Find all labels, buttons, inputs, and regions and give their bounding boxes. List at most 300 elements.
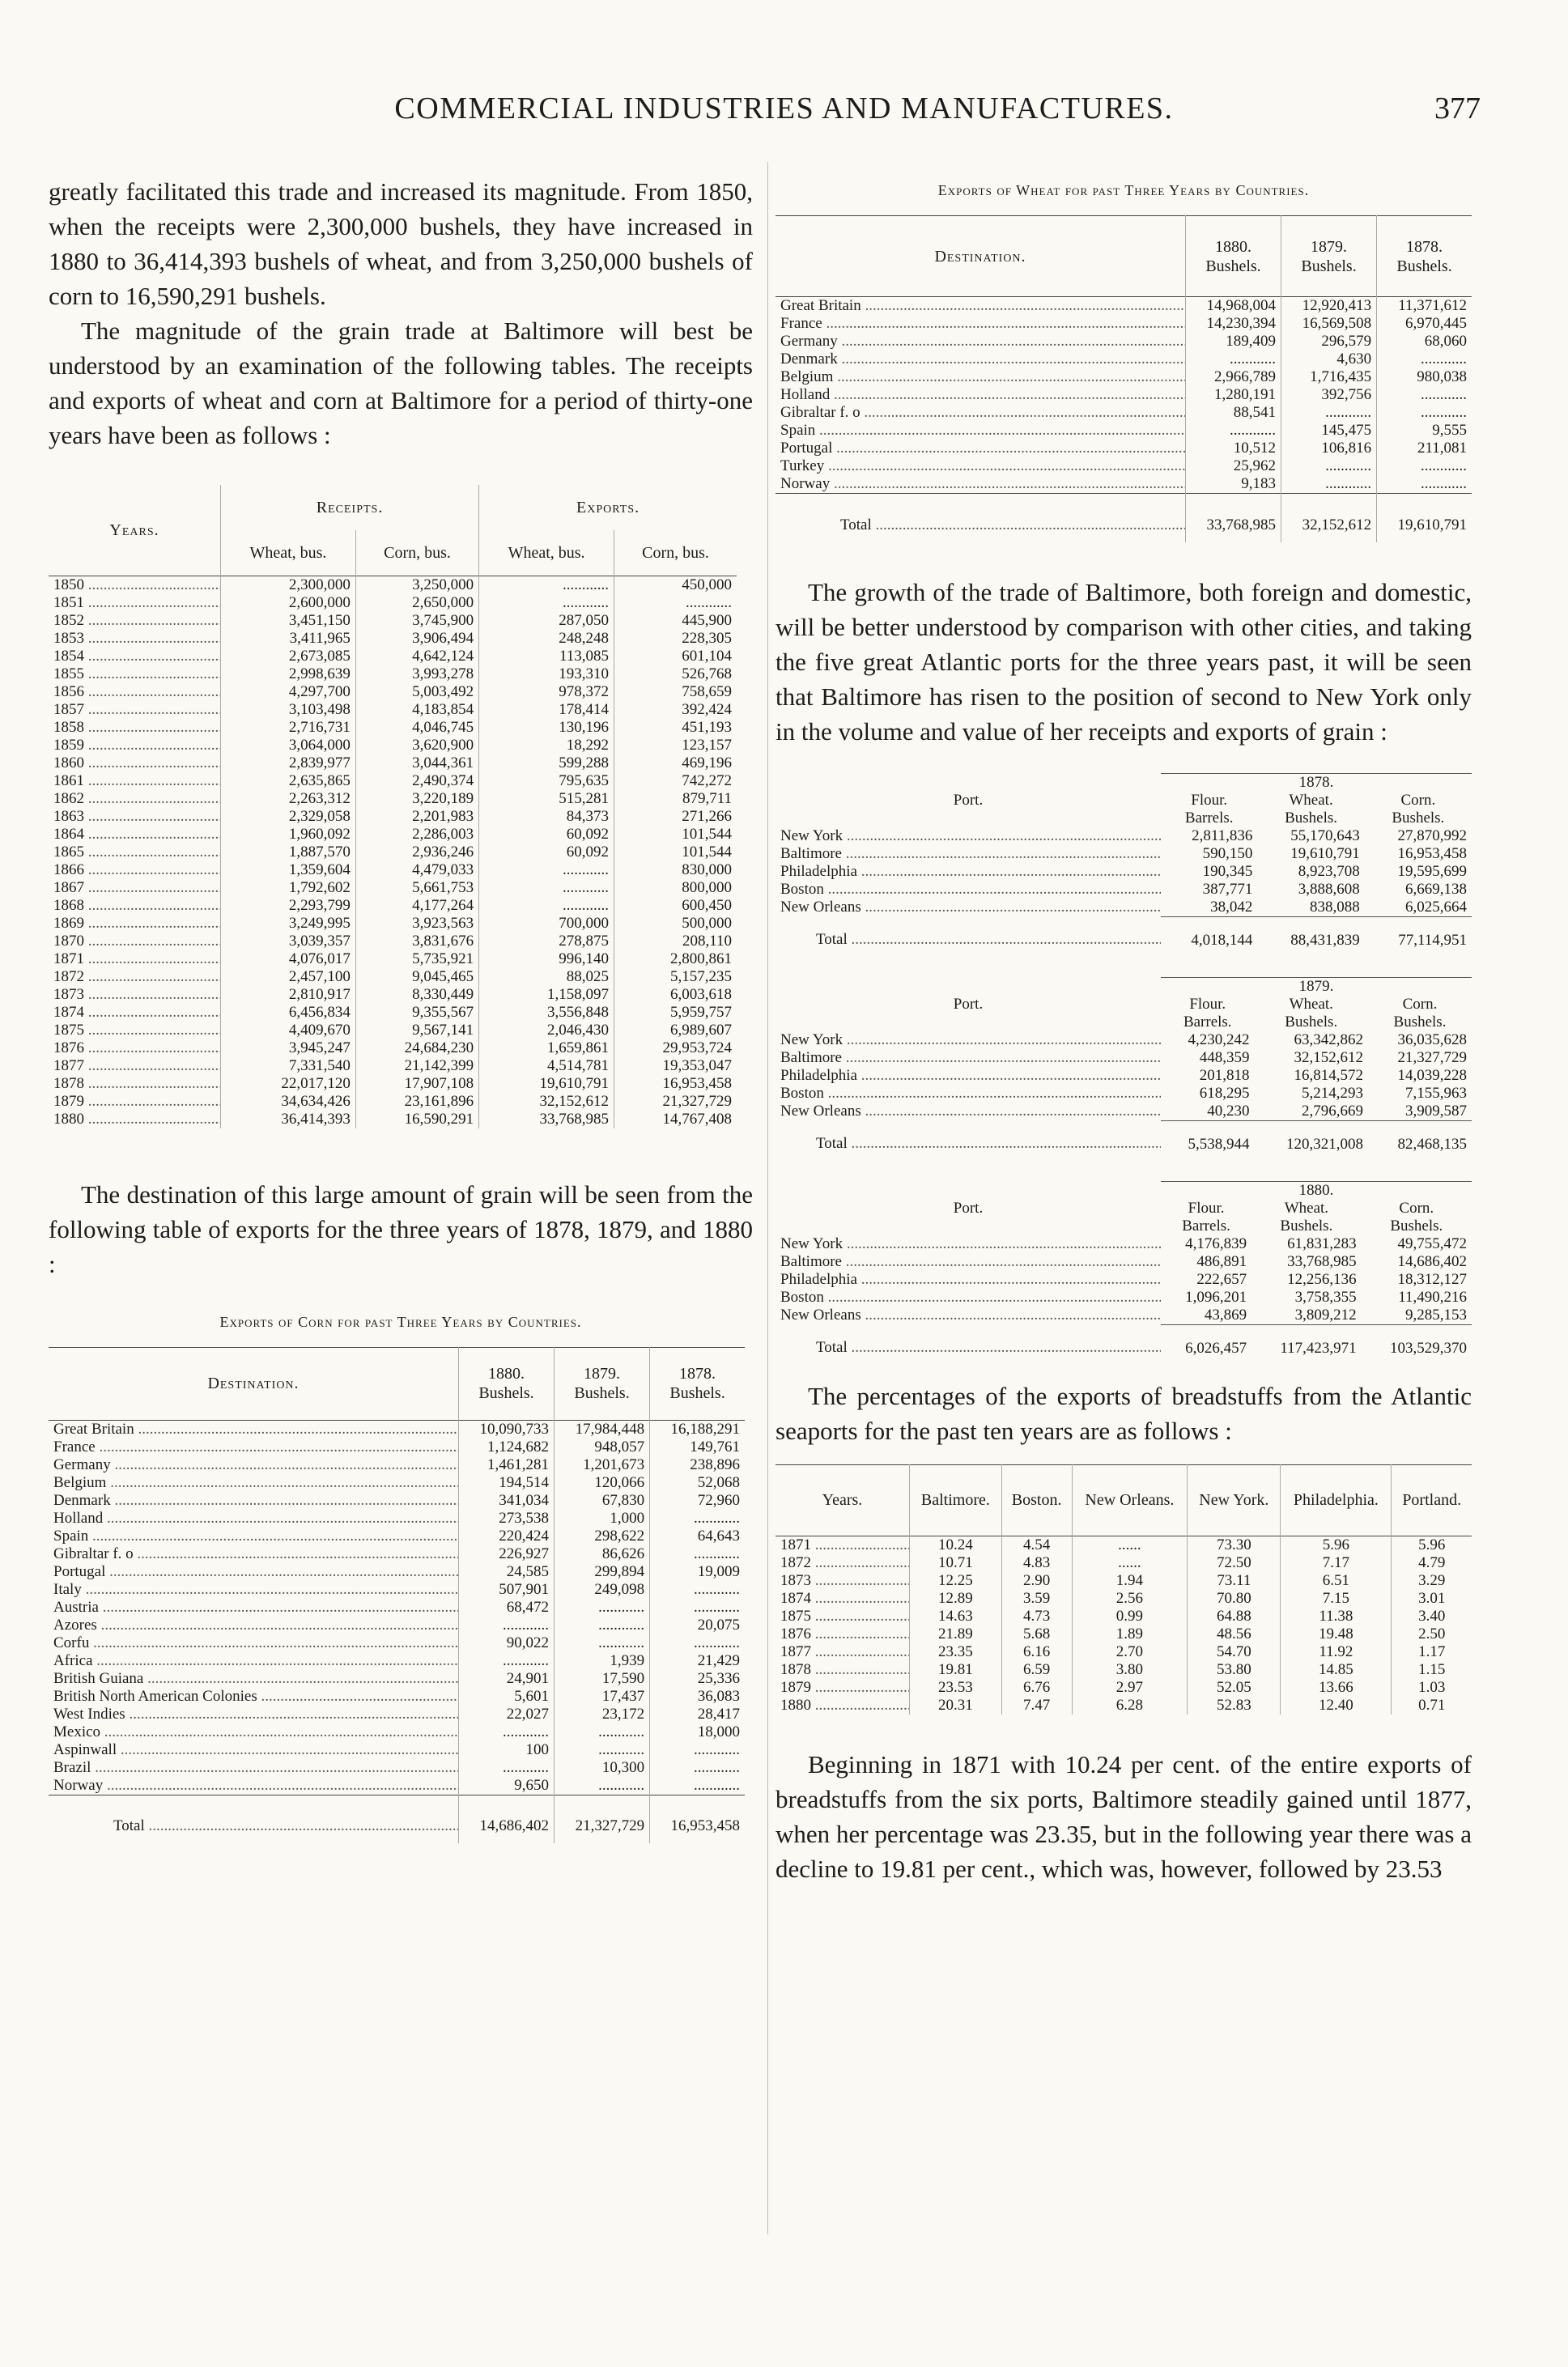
value-cell: 599,288 — [479, 754, 614, 772]
total-label: Total ..... — [49, 1795, 459, 1843]
port-cell: Philadelphia ..... — [776, 1067, 1161, 1085]
total-value: 103,529,370 — [1362, 1324, 1472, 1358]
value-cell: 3,064,000 — [221, 737, 356, 754]
value-cell: 4,630 — [1281, 351, 1377, 368]
table-row — [49, 844, 737, 861]
corn-header-1880: 1880. Bushels. — [459, 1347, 555, 1420]
header-receipts-corn: Corn, bus. — [355, 530, 478, 576]
value-cell: 2,329,058 — [221, 808, 356, 826]
table-row — [49, 1022, 737, 1039]
pct-cell: 19.81 — [909, 1661, 1001, 1679]
destination-cell: Belgium ..... — [776, 368, 1186, 386]
table-row — [49, 986, 737, 1004]
pct-cell: 3.01 — [1392, 1590, 1472, 1608]
value-cell: 838,088 — [1309, 898, 1360, 916]
value-cell: 2,300,000 — [221, 576, 356, 594]
pct-header: Philadelphia. — [1281, 1464, 1392, 1536]
destination-cell: France ..... — [49, 1438, 459, 1456]
port-cell: Boston ..... — [776, 1085, 1161, 1103]
value-cell: 3,909,587 — [1405, 1102, 1467, 1120]
year-cell: 1874 ..... — [776, 1590, 909, 1608]
page-number: 377 — [1434, 91, 1481, 125]
pct-cell: 6.16 — [1001, 1643, 1072, 1661]
pct-cell: 0.99 — [1072, 1608, 1188, 1625]
value-cell: 758,659 — [614, 683, 737, 701]
year-label: 1878. — [1161, 773, 1472, 792]
port-cell: New York ..... — [776, 1235, 1161, 1253]
table-row — [776, 1103, 1472, 1121]
value-cell: 10,090,733 — [459, 1420, 555, 1438]
value-cell: ............ — [650, 1545, 745, 1563]
year-cell: 1858 ..... — [49, 719, 221, 737]
value-cell: 178,414 — [479, 701, 614, 719]
table-row — [49, 1039, 737, 1057]
total-value: 120,321,008 — [1255, 1120, 1368, 1154]
table-row — [776, 457, 1472, 475]
pct-cell: 1.15 — [1392, 1661, 1472, 1679]
column-header: Wheat. — [1289, 995, 1333, 1013]
value-cell: 6,025,664 — [1405, 898, 1467, 916]
table-row — [776, 297, 1472, 316]
table-row — [776, 1031, 1472, 1049]
destination-cell: Spain ..... — [49, 1528, 459, 1545]
table-row — [776, 1590, 1472, 1608]
destination-cell: Aspinwall ..... — [49, 1741, 459, 1759]
value-cell: 2,201,983 — [355, 808, 478, 826]
table-row — [49, 1474, 745, 1492]
table-row — [49, 1492, 745, 1510]
corn-table-caption: Exports of Corn for past Three Years by Countries. — [219, 1313, 582, 1330]
pct-cell: 4.83 — [1001, 1554, 1072, 1572]
unit-header: Barrels. — [1182, 1217, 1230, 1234]
destination-cell: Great Britain ..... — [49, 1420, 459, 1438]
pct-cell: 54.70 — [1188, 1643, 1281, 1661]
column-header: Corn. — [1402, 995, 1438, 1013]
destination-cell: Spain ..... — [776, 422, 1186, 440]
table-row — [49, 612, 737, 630]
destination-cell: Austria ..... — [49, 1599, 459, 1617]
value-cell: 208,110 — [614, 933, 737, 950]
pct-cell: 3.80 — [1072, 1661, 1188, 1679]
total-label: Total ..... — [776, 916, 1161, 950]
value-cell: 2,966,789 — [1186, 368, 1281, 386]
pct-cell: ...... — [1072, 1554, 1188, 1572]
port-cell: New Orleans ..... — [776, 899, 1161, 917]
pct-cell: 5.68 — [1001, 1625, 1072, 1643]
value-cell: 190,345 — [1202, 862, 1253, 880]
column-header: Wheat. — [1284, 1199, 1329, 1217]
value-cell: 1,280,191 — [1186, 386, 1281, 404]
table-row — [776, 422, 1472, 440]
table-row — [49, 737, 737, 754]
year-cell: 1880 ..... — [49, 1111, 221, 1128]
year-cell: 1851 ..... — [49, 594, 221, 612]
pct-cell: 11.38 — [1281, 1608, 1392, 1625]
wheat-header-destination: Destination. — [934, 247, 1026, 266]
value-cell: 1,201,673 — [555, 1456, 650, 1474]
blank-cell — [776, 1181, 1161, 1200]
total-value: 5,538,944 — [1161, 1120, 1255, 1154]
table-row — [49, 1545, 745, 1563]
pct-cell: 4.54 — [1001, 1536, 1072, 1554]
value-cell: 24,901 — [459, 1670, 555, 1688]
corn-header-1878: 1878. Bushels. — [650, 1347, 745, 1420]
value-cell: 3,993,278 — [355, 665, 478, 683]
value-cell: 228,305 — [614, 630, 737, 648]
value-cell: 249,098 — [555, 1581, 650, 1599]
value-cell: ............ — [479, 861, 614, 879]
total-value: 77,114,951 — [1365, 916, 1472, 950]
pct-cell: 3.59 — [1001, 1590, 1072, 1608]
value-cell: 2,839,977 — [221, 754, 356, 772]
value-cell: 248,248 — [479, 630, 614, 648]
table-row — [49, 665, 737, 683]
year-cell: 1875 ..... — [49, 1022, 221, 1039]
value-cell: ............ — [459, 1723, 555, 1741]
value-cell: 19,009 — [650, 1563, 745, 1581]
value-cell: 879,711 — [614, 790, 737, 808]
pct-cell: 23.53 — [909, 1679, 1001, 1697]
value-cell: 2,673,085 — [221, 648, 356, 665]
table-row — [776, 351, 1472, 368]
total-label: Total ..... — [776, 494, 1186, 542]
destination-cell: British North American Colonies ..... — [49, 1688, 459, 1706]
year-cell: 1877 ..... — [49, 1057, 221, 1075]
value-cell: 12,920,413 — [1281, 297, 1377, 316]
pct-cell: 20.31 — [909, 1697, 1001, 1715]
value-cell: 130,196 — [479, 719, 614, 737]
table-row — [776, 475, 1472, 494]
value-cell: 1,792,602 — [221, 879, 356, 897]
value-cell: 22,017,120 — [221, 1075, 356, 1093]
paragraph-4: The growth of the trade of Baltimore, both foreign and domestic, will be better understood by comparison with other cities, and taking the five great Atlantic ports for the three years past, it will be seen that Baltimore has risen to the position of second to New York only in the volume and value of her receipts and exports of grain : — [776, 577, 1472, 746]
value-cell: 830,000 — [614, 861, 737, 879]
value-cell: 3,451,150 — [221, 612, 356, 630]
year-cell: 1871 ..... — [49, 950, 221, 968]
table-row — [49, 933, 737, 950]
value-cell: 1,960,092 — [221, 826, 356, 844]
value-cell: ............ — [1281, 404, 1377, 422]
value-cell: 11,490,216 — [1398, 1288, 1467, 1306]
table-row — [49, 1652, 745, 1670]
pct-cell: 6.59 — [1001, 1661, 1072, 1679]
value-cell: ............ — [650, 1510, 745, 1528]
value-cell: ............ — [1377, 404, 1472, 422]
value-cell: ............ — [555, 1599, 650, 1617]
value-cell: 24,585 — [459, 1563, 555, 1581]
year-cell: 1872 ..... — [776, 1554, 909, 1572]
unit-header: Bushels. — [1280, 1217, 1333, 1234]
pct-header: Years. — [822, 1491, 863, 1509]
value-cell: ............ — [555, 1617, 650, 1634]
value-cell: 72,960 — [650, 1492, 745, 1510]
pct-cell: 1.94 — [1072, 1572, 1188, 1590]
value-cell: 287,050 — [479, 612, 614, 630]
value-cell: 106,816 — [1281, 440, 1377, 457]
value-cell: 8,330,449 — [355, 986, 478, 1004]
value-cell: 2,998,639 — [221, 665, 356, 683]
value-cell: 63,342,862 — [1294, 1031, 1363, 1048]
value-cell: 36,414,393 — [221, 1111, 356, 1128]
running-header — [0, 91, 1568, 139]
pct-header: New Orleans. — [1072, 1464, 1188, 1536]
table-row — [776, 1572, 1472, 1590]
value-cell: 14,686,402 — [1397, 1252, 1467, 1270]
total-row — [776, 1120, 1472, 1154]
pct-cell: 53.80 — [1188, 1661, 1281, 1679]
ports-table-1880 — [776, 1181, 1472, 1358]
table-row — [776, 404, 1472, 422]
value-cell: ............ — [479, 576, 614, 594]
value-cell: ............ — [1377, 475, 1472, 494]
corn-exports-table — [49, 1347, 745, 1844]
value-cell: 4,297,700 — [221, 683, 356, 701]
value-cell: 34,634,426 — [221, 1093, 356, 1111]
value-cell: 4,183,854 — [355, 701, 478, 719]
value-cell: ............ — [459, 1759, 555, 1777]
pct-cell: 3.29 — [1392, 1572, 1472, 1590]
value-cell: 16,569,508 — [1281, 315, 1377, 333]
header-row — [776, 1200, 1472, 1217]
pct-cell: 2.56 — [1072, 1590, 1188, 1608]
header-row — [776, 996, 1472, 1014]
table-row — [776, 386, 1472, 404]
year-cell: 1873 ..... — [49, 986, 221, 1004]
value-cell: 20,075 — [650, 1617, 745, 1634]
corn-header-1879: 1879. Bushels. — [555, 1347, 650, 1420]
destination-cell: Holland ..... — [776, 386, 1186, 404]
table-row — [49, 1777, 745, 1795]
value-cell: 3,745,900 — [355, 612, 478, 630]
table-row — [49, 790, 737, 808]
year-cell: 1870 ..... — [49, 933, 221, 950]
value-cell: 3,039,357 — [221, 933, 356, 950]
value-cell: 8,923,708 — [1298, 862, 1360, 880]
value-cell: 222,657 — [1196, 1270, 1247, 1288]
value-cell: 515,281 — [479, 790, 614, 808]
pct-cell: 2.70 — [1072, 1643, 1188, 1661]
total-row — [49, 1795, 745, 1843]
destination-cell: British Guiana ..... — [49, 1670, 459, 1688]
value-cell: 33,768,985 — [479, 1111, 614, 1128]
value-cell: 145,475 — [1281, 422, 1377, 440]
table-row — [49, 1723, 745, 1741]
year-cell: 1879 ..... — [49, 1093, 221, 1111]
value-cell: ............ — [1186, 422, 1281, 440]
value-cell: 4,046,745 — [355, 719, 478, 737]
value-cell: 5,735,921 — [355, 950, 478, 968]
value-cell: 2,046,430 — [479, 1022, 614, 1039]
value-cell: 278,875 — [479, 933, 614, 950]
pct-cell: 1.89 — [1072, 1625, 1188, 1643]
corn-header-destination: Destination. — [207, 1375, 300, 1392]
total-value: 19,610,791 — [1377, 494, 1472, 542]
total-value: 6,026,457 — [1161, 1324, 1251, 1358]
pct-cell: 14.63 — [909, 1608, 1001, 1625]
value-cell: 17,437 — [555, 1688, 650, 1706]
paragraph-2: The magnitude of the grain trade at Baltimore will best be understood by an examination of the following tables. The receipts and exports of wheat and corn at Baltimore for a period of thirty-one years have been as follows : — [49, 317, 753, 449]
unit-header: Bushels. — [1285, 1013, 1338, 1031]
value-cell: 3,103,498 — [221, 701, 356, 719]
table-row — [49, 1438, 745, 1456]
value-cell: 21,327,729 — [1397, 1048, 1467, 1066]
value-cell: 2,800,861 — [614, 950, 737, 968]
value-cell: 3,831,676 — [355, 933, 478, 950]
value-cell: 3,758,355 — [1294, 1288, 1357, 1306]
column-header: Wheat. — [1289, 791, 1333, 809]
value-cell: 1,158,097 — [479, 986, 614, 1004]
port-cell: New York ..... — [776, 827, 1161, 845]
value-cell: 2,811,836 — [1192, 827, 1253, 844]
value-cell: 2,600,000 — [221, 594, 356, 612]
value-cell: 28,417 — [650, 1706, 745, 1723]
value-cell: 43,869 — [1204, 1306, 1247, 1324]
table-row — [49, 950, 737, 968]
value-cell: 600,450 — [614, 897, 737, 915]
header-exports-wheat: Wheat, bus. — [479, 530, 614, 576]
value-cell: ............ — [1186, 351, 1281, 368]
pct-header: Boston. — [1001, 1464, 1072, 1536]
total-value: 33,768,985 — [1186, 494, 1281, 542]
pct-cell: 2.50 — [1392, 1625, 1472, 1643]
table-row — [776, 1661, 1472, 1679]
value-cell: 2,810,917 — [221, 986, 356, 1004]
header-receipts: Receipts. — [221, 485, 479, 530]
total-row — [776, 916, 1472, 950]
pct-cell: 12.25 — [909, 1572, 1001, 1590]
value-cell: 3,888,608 — [1298, 880, 1360, 898]
table-row — [49, 772, 737, 790]
pct-cell: 7.15 — [1281, 1590, 1392, 1608]
value-cell: 2,293,799 — [221, 897, 356, 915]
value-cell: 392,756 — [1281, 386, 1377, 404]
value-cell: 21,429 — [650, 1652, 745, 1670]
value-cell: 742,272 — [614, 772, 737, 790]
value-cell: 2,796,669 — [1301, 1102, 1363, 1120]
destination-cell: Gibraltar f. o ..... — [776, 404, 1186, 422]
value-cell: 1,359,604 — [221, 861, 356, 879]
destination-cell: Italy ..... — [49, 1581, 459, 1599]
total-value: 117,423,971 — [1251, 1324, 1361, 1358]
value-cell: 52,068 — [650, 1474, 745, 1492]
year-cell: 1854 ..... — [49, 648, 221, 665]
value-cell: 590,150 — [1202, 844, 1253, 862]
pct-cell: 4.79 — [1392, 1554, 1472, 1572]
value-cell: 16,814,572 — [1294, 1066, 1363, 1084]
unit-header: Bushels. — [1390, 1217, 1443, 1234]
value-cell: ............ — [555, 1634, 650, 1652]
value-cell: 445,900 — [614, 612, 737, 630]
value-cell: 6,989,607 — [614, 1022, 737, 1039]
ports-table-1879 — [776, 977, 1472, 1154]
table-row — [776, 1554, 1472, 1572]
value-cell: 948,057 — [555, 1438, 650, 1456]
year-row — [776, 1181, 1472, 1200]
table-row — [49, 1759, 745, 1777]
value-cell: 17,907,108 — [355, 1075, 478, 1093]
value-cell: ............ — [1281, 457, 1377, 475]
year-cell: 1864 ..... — [49, 826, 221, 844]
year-row — [776, 977, 1472, 996]
wheat-header-1878: 1878. Bushels. — [1377, 216, 1472, 297]
table-row — [49, 701, 737, 719]
value-cell: ............ — [1377, 351, 1472, 368]
table-row — [49, 1634, 745, 1652]
value-cell: 2,286,003 — [355, 826, 478, 844]
paragraph-6: Beginning in 1871 with 10.24 per cent. of the entire exports of breadstuffs from the six ports, Baltimore steadily gained until 1877, when her percentage was 23.35, but in the following year there was a decline to 19.81 per cent., which was, however, followed by 23.53 — [776, 1749, 1472, 1883]
total-value: 16,953,458 — [650, 1795, 745, 1843]
value-cell: 14,039,228 — [1397, 1066, 1467, 1084]
pct-cell: 2.90 — [1001, 1572, 1072, 1590]
right-column — [776, 166, 1472, 1886]
year-cell: 1872 ..... — [49, 968, 221, 986]
pct-cell: 19.48 — [1281, 1625, 1392, 1643]
value-cell: 36,083 — [650, 1688, 745, 1706]
year-cell: 1868 ..... — [49, 897, 221, 915]
value-cell: 189,409 — [1186, 333, 1281, 351]
year-cell: 1860 ..... — [49, 754, 221, 772]
pct-header: Portland. — [1392, 1464, 1472, 1536]
value-cell: 4,176,839 — [1185, 1234, 1247, 1252]
value-cell: 14,230,394 — [1186, 315, 1281, 333]
value-cell: ............ — [555, 1777, 650, 1795]
value-cell: 2,490,374 — [355, 772, 478, 790]
table-row — [49, 630, 737, 648]
value-cell: 19,610,791 — [1290, 844, 1360, 862]
value-cell: 601,104 — [614, 648, 737, 665]
year-cell: 1874 ..... — [49, 1004, 221, 1022]
value-cell: 271,266 — [614, 808, 737, 826]
value-cell: 9,183 — [1186, 475, 1281, 494]
year-cell: 1853 ..... — [49, 630, 221, 648]
destination-cell: Norway ..... — [776, 475, 1186, 494]
value-cell: 978,372 — [479, 683, 614, 701]
pct-cell: 11.92 — [1281, 1643, 1392, 1661]
port-cell: Philadelphia ..... — [776, 1271, 1161, 1289]
table-row — [776, 1067, 1472, 1085]
value-cell: 1,716,435 — [1281, 368, 1377, 386]
year-cell: 1859 ..... — [49, 737, 221, 754]
value-cell: 392,424 — [614, 701, 737, 719]
table-row — [776, 368, 1472, 386]
destination-cell: Great Britain ..... — [776, 297, 1186, 316]
value-cell: 84,373 — [479, 808, 614, 826]
value-cell: 61,831,283 — [1287, 1234, 1357, 1252]
table-row — [776, 863, 1472, 881]
column-header: Corn. — [1400, 791, 1436, 809]
value-cell: 36,035,628 — [1397, 1031, 1467, 1048]
value-cell: ............ — [479, 879, 614, 897]
value-cell: 3,620,900 — [355, 737, 478, 754]
total-value: 82,468,135 — [1368, 1120, 1472, 1154]
year-row — [776, 773, 1472, 792]
table-row — [776, 1697, 1472, 1715]
table-row — [776, 333, 1472, 351]
value-cell: 27,870,992 — [1397, 827, 1467, 844]
value-cell: 6,003,618 — [614, 986, 737, 1004]
pct-cell: 10.71 — [909, 1554, 1001, 1572]
year-cell: 1852 ..... — [49, 612, 221, 630]
table-row — [49, 897, 737, 915]
pct-cell: 52.05 — [1188, 1679, 1281, 1697]
year-cell: 1876 ..... — [776, 1625, 909, 1643]
table-row — [49, 648, 737, 665]
pct-header: Baltimore. — [909, 1464, 1001, 1536]
value-cell: 67,830 — [555, 1492, 650, 1510]
unit-header: Bushels. — [1285, 809, 1338, 827]
value-cell: 9,285,153 — [1405, 1306, 1467, 1324]
column-header: Flour. — [1188, 1199, 1225, 1217]
